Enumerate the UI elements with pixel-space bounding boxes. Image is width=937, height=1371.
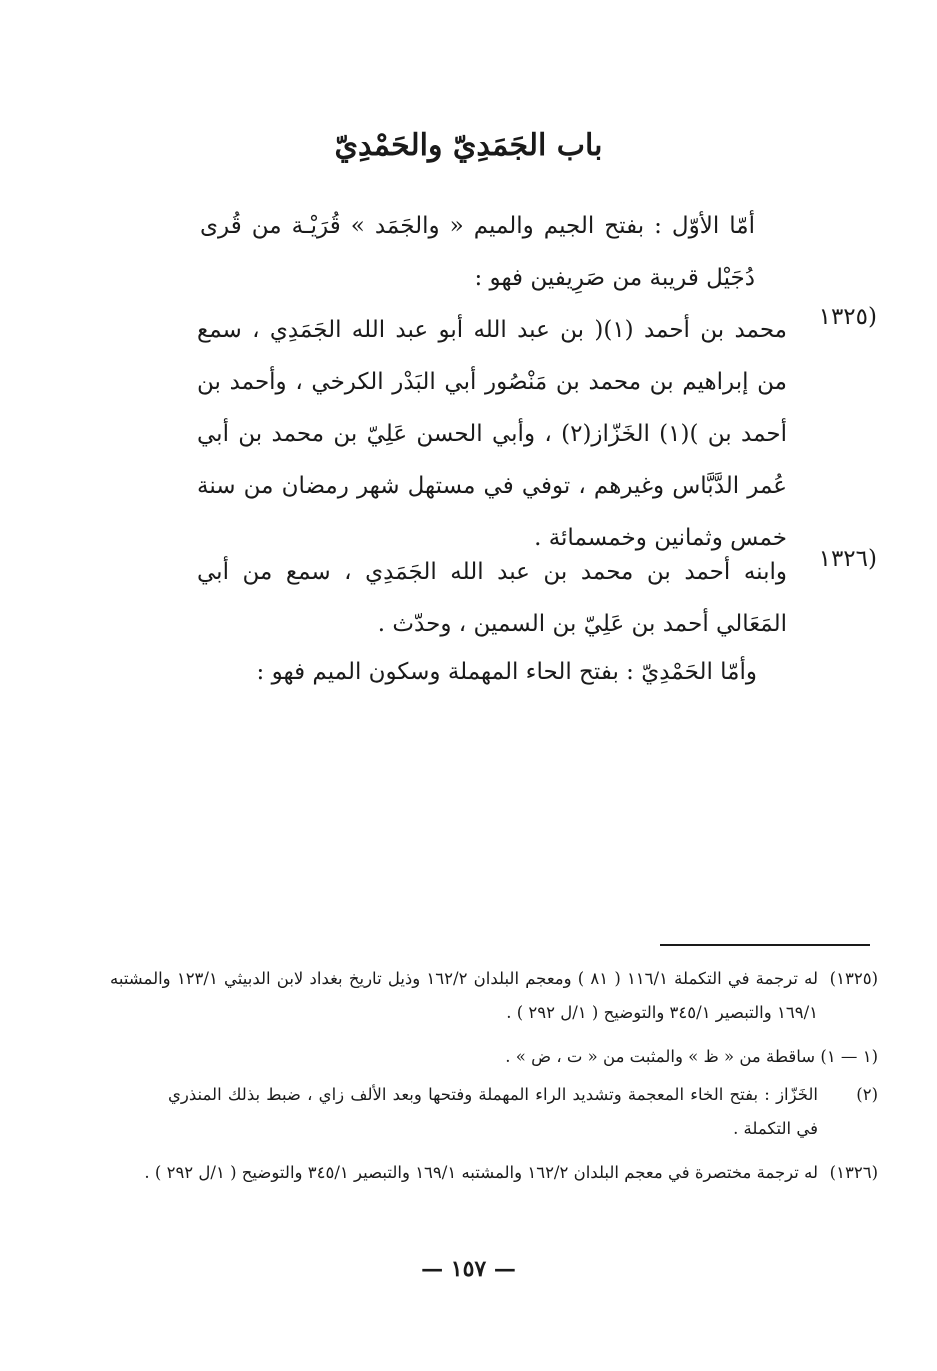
entry-number: (١٣٢٦ bbox=[818, 546, 877, 572]
intro-paragraph: أمّا الأوّل : بفتح الجيم والميم « والجَمَد » قُرَيْـة من قُرى دُجَيْل قريبة من صَرِيفين فهو : bbox=[200, 213, 755, 291]
entry-number: (١٣٢٥ bbox=[818, 304, 877, 330]
footnote-text: (١ — ١) ساقطة من « ظ » والمثبت من « ت ، ض » . bbox=[505, 1047, 878, 1066]
footnote-number: (١٣٢٥) bbox=[829, 969, 878, 988]
footnote-text: الخَزّاز : بفتح الخاء المعجمة وتشديد الراء المهملة وفتحها وبعد الألف زاي ، ضبط بذلك المنذري في التكملة . bbox=[168, 1085, 818, 1138]
entry-text: محمد بن أحمد (١)( بن عبد الله أبو عبد الله الجَمَدِي ، سمع من إبراهيم بن محمد بن مَنْصُور أبي البَدْر الكرخي ، وأحمد بن أحمد بن )(١) الخَزّاز(٢) ، وأبي الحسن عَلِيّ بن محمد بن أبي عُمر الدَّبَّاس وغيرهم ، توفي في مستهل شهر رمضان من سنة خمس وثمانين وخمسمائة . bbox=[197, 317, 787, 551]
page-number: — ١٥٧ — bbox=[421, 1256, 516, 1282]
footnote-text: له ترجمة مختصرة في معجم البلدان ١٦٢/٢ والمشتبه ١٦٩/١ والتبصير ٣٤٥/١ والتوضيح ( ١/ل ٢٩٢ ) . bbox=[144, 1163, 818, 1182]
footnote-number: (٢) bbox=[856, 1085, 878, 1104]
closing-paragraph: وأمّا الحَمْدِيّ : بفتح الحاء المهملة وسكون الميم فهو : bbox=[256, 659, 757, 685]
footnote-number: (١٣٢٦) bbox=[829, 1163, 878, 1182]
footnote-text: له ترجمة في التكملة ١١٦/١ ( ٨١ ) ومعجم البلدان ١٦٢/٢ وذيل تاريخ بغداد لابن الدبيثي ١٢٣/١ والمشتبه ١٦٩/١ والتبصير ٣٤٥/١ والتوضيح ( ١/ل ٢٩٢ ) . bbox=[110, 969, 819, 1022]
footnote-divider bbox=[660, 944, 870, 946]
entry-text: وابنه أحمد بن محمد بن عبد الله الجَمَدِي ، سمع من أبي المَعَالي أحمد بن عَلِيّ بن السمين ، وحدّث . bbox=[197, 559, 787, 637]
chapter-title: باب الجَمَدِيّ والحَمْدِيّ bbox=[334, 128, 603, 163]
